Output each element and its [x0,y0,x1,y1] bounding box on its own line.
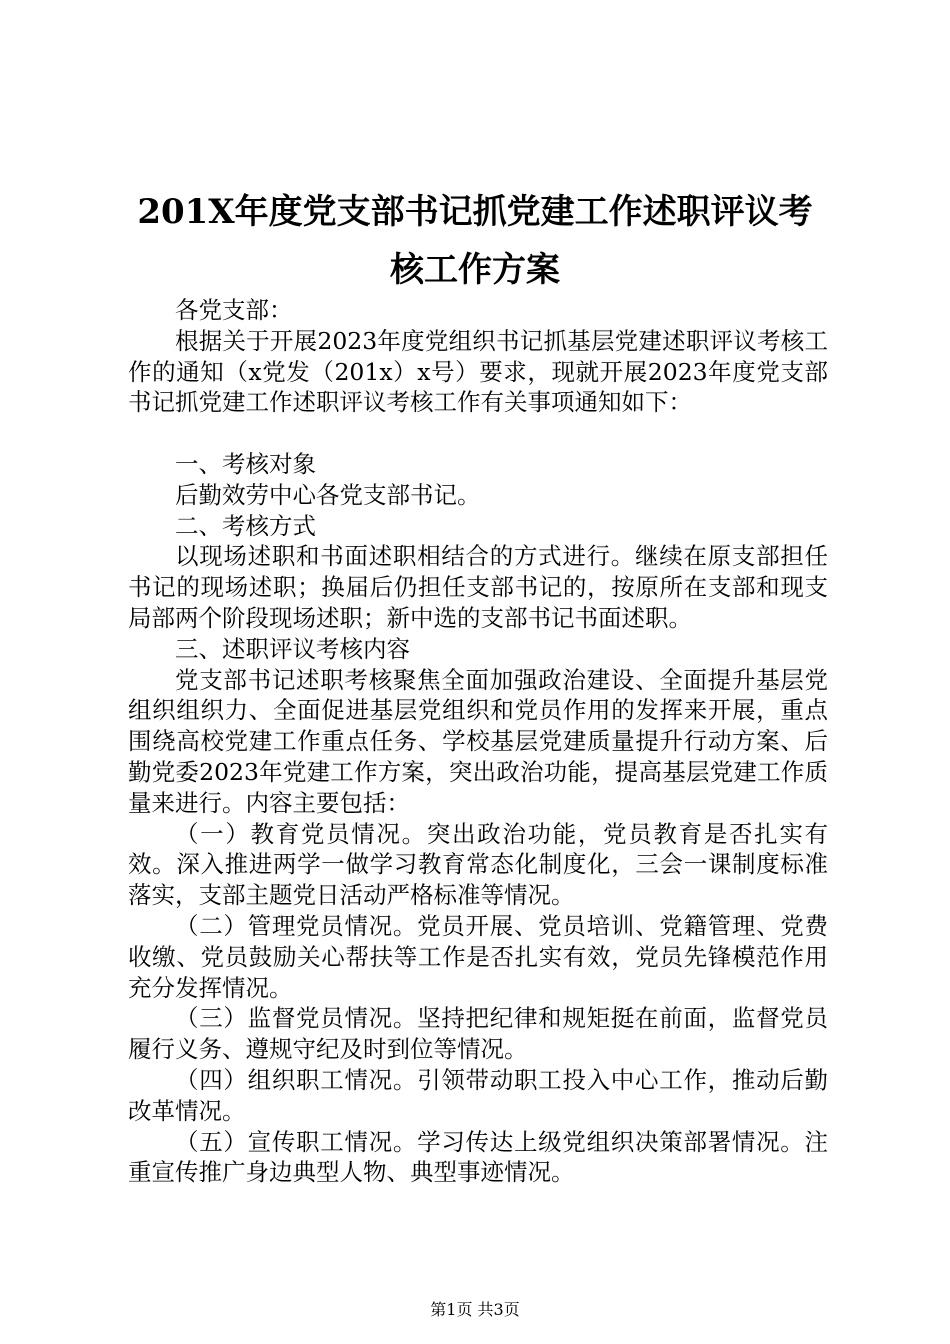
paragraph-assessment-content: 党支部书记述职考核聚焦全面加强政治建设、全面提升基层党组织组织力、全面促进基层党组织和党员作用的发挥来开展，重点围绕高校党建工作重点任务、学校基层党建质量提升行动方案、后勤党委2023年党建工作方案，突出政治功能，提高基层党建工作质量来进行。内容主要包括： [128,665,828,817]
salutation: 各党支部： [175,296,293,324]
page-footer: 第1页 共3页 [430,1300,520,1319]
paragraph-intro: 根据关于开展2023年度党组织书记抓基层党建述职评议考核工作的通知（x党发（201x）x号）要求，现就开展2023年度党支部书记抓党建工作述职评议考核工作有关事项通知如下： [128,326,828,417]
section-heading-1: 一、考核对象 [175,449,316,478]
list-item-4: （四）组织职工情况。引领带动职工投入中心工作，推动后勤改革情况。 [128,1065,828,1125]
section-heading-2: 二、考核方式 [175,511,316,540]
document-title-line-1: 201X年度党支部书记抓党建工作述职评议考 [137,192,813,232]
paragraph-assessment-method: 以现场述职和书面述职相结合的方式进行。继续在原支部担任书记的现场述职；换届后仍担任支部书记的，按原所在支部和现支局部两个阶段现场述职；新中选的支部书记书面述职。 [128,542,828,632]
document-title-line-2: 核工作方案 [390,250,560,290]
document-body [128,295,828,1188]
paragraph-assessment-target: 后勤效劳中心各党支部书记。 [175,480,481,509]
list-item-1: （一）教育党员情况。突出政治功能，党员教育是否扎实有效。深入推进两学一做学习教育常态化制度化，三会一课制度标准落实，支部主题党日活动严格标准等情况。 [128,819,828,910]
list-item-2: （二）管理党员情况。党员开展、党员培训、党籍管理、党费收缴、党员鼓励关心帮扶等工作是否扎实有效，党员先锋模范作用充分发挥情况。 [128,911,828,1002]
list-item-3: （三）监督党员情况。坚持把纪律和规矩挺在前面，监督党员履行义务、遵规守纪及时到位等情况。 [128,1004,828,1064]
list-item-5: （五）宣传职工情况。学习传达上级党组织决策部署情况。注重宣传推广身边典型人物、典型事迹情况。 [128,1127,828,1187]
section-heading-3: 三、述职评议考核内容 [175,634,410,663]
